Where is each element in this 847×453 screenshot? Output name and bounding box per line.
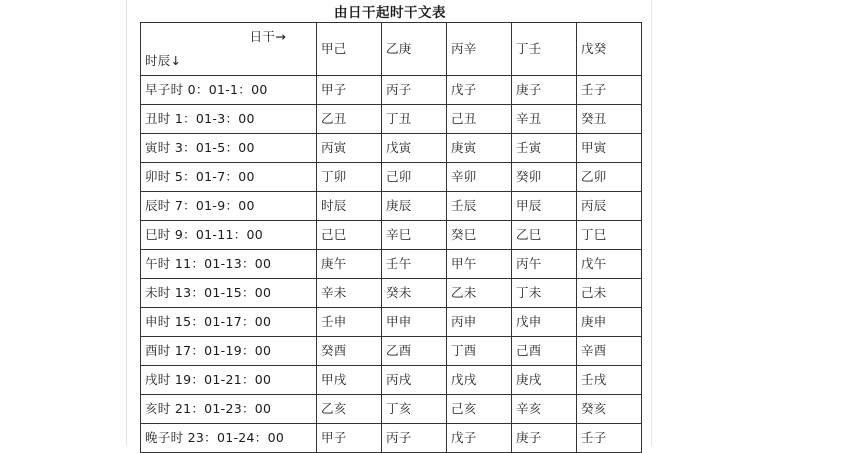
table-row: [141, 424, 642, 453]
day-stem-axis-label: 日干→: [249, 29, 286, 44]
table-cell: 己酉: [512, 337, 577, 366]
table-cell: 丁亥: [382, 395, 447, 424]
page-edge-left: [126, 0, 127, 446]
row-label: 亥时 21：01-23：00: [141, 395, 317, 424]
table-cell: 癸亥: [577, 395, 642, 424]
column-header: 戊癸: [577, 23, 642, 76]
table-cell: 辛未: [317, 279, 382, 308]
table-cell: 戊子: [447, 424, 512, 453]
table-cell: 庚辰: [382, 192, 447, 221]
table-cell: 丙辰: [577, 192, 642, 221]
table-cell: 丁巳: [577, 221, 642, 250]
table-cell: 庚子: [512, 76, 577, 105]
table-cell: 辛丑: [512, 105, 577, 134]
row-label: 卯时 5：01-7：00: [141, 163, 317, 192]
table-cell: 壬午: [382, 250, 447, 279]
corner-cell: [141, 23, 317, 76]
table-row: [141, 279, 642, 308]
hour-axis-label: 时辰↓: [145, 53, 182, 68]
table-cell: 壬子: [577, 76, 642, 105]
table-cell: 乙未: [447, 279, 512, 308]
table-cell: 壬寅: [512, 134, 577, 163]
table-cell: 甲申: [382, 308, 447, 337]
column-header: 丁壬: [512, 23, 577, 76]
table-cell: 甲寅: [577, 134, 642, 163]
table-cell: 己卯: [382, 163, 447, 192]
table-cell: 甲辰: [512, 192, 577, 221]
table-cell: 戊寅: [382, 134, 447, 163]
table-cell: 丙子: [382, 424, 447, 453]
page-edge-right: [651, 0, 652, 446]
table-cell: 庚午: [317, 250, 382, 279]
table-row: [141, 76, 642, 105]
table-cell: 壬辰: [447, 192, 512, 221]
table-row: [141, 337, 642, 366]
table-row: [141, 250, 642, 279]
table-cell: 辛巳: [382, 221, 447, 250]
table-cell: 壬申: [317, 308, 382, 337]
row-label: 辰时 7：01-9：00: [141, 192, 317, 221]
table-cell: 戊子: [447, 76, 512, 105]
table-cell: 乙丑: [317, 105, 382, 134]
table-cell: 乙亥: [317, 395, 382, 424]
table-cell: 庚申: [577, 308, 642, 337]
table-cell: 己亥: [447, 395, 512, 424]
row-label: 未时 13：01-15：00: [141, 279, 317, 308]
row-label: 丑时 1：01-3：00: [141, 105, 317, 134]
table-row: [141, 163, 642, 192]
table-cell: 时辰: [317, 192, 382, 221]
table-cell: 壬戌: [577, 366, 642, 395]
table-cell: 丙戌: [382, 366, 447, 395]
row-label: 巳时 9：01-11：00: [141, 221, 317, 250]
table-cell: 癸未: [382, 279, 447, 308]
table-cell: 癸酉: [317, 337, 382, 366]
row-label: 晚子时 23：01-24：00: [141, 424, 317, 453]
table-cell: 辛酉: [577, 337, 642, 366]
table-cell: 丁酉: [447, 337, 512, 366]
table-cell: 乙巳: [512, 221, 577, 250]
row-label: 早子时 0：01-1：00: [141, 76, 317, 105]
column-header: 乙庚: [382, 23, 447, 76]
table-row: [141, 395, 642, 424]
column-header: 丙辛: [447, 23, 512, 76]
table-row: [141, 308, 642, 337]
column-header: 甲己: [317, 23, 382, 76]
row-label: 戌时 19：01-21：00: [141, 366, 317, 395]
table-cell: 癸卯: [512, 163, 577, 192]
row-label: 申时 15：01-17：00: [141, 308, 317, 337]
table-cell: 甲戌: [317, 366, 382, 395]
table-row: [141, 105, 642, 134]
table-cell: 丙寅: [317, 134, 382, 163]
table-row: [141, 192, 642, 221]
table-cell: 庚子: [512, 424, 577, 453]
table-row: [141, 134, 642, 163]
table-cell: 丙午: [512, 250, 577, 279]
row-label: 午时 11：01-13：00: [141, 250, 317, 279]
table-cell: 壬子: [577, 424, 642, 453]
table-cell: 甲午: [447, 250, 512, 279]
table-cell: 癸巳: [447, 221, 512, 250]
table-cell: 戊午: [577, 250, 642, 279]
table-cell: 戊申: [512, 308, 577, 337]
row-label: 酉时 17：01-19：00: [141, 337, 317, 366]
table-cell: 丁丑: [382, 105, 447, 134]
table-cell: 己巳: [317, 221, 382, 250]
header-row: [141, 23, 642, 76]
table-cell: 庚戌: [512, 366, 577, 395]
table-cell: 己未: [577, 279, 642, 308]
hour-stem-table: [140, 22, 642, 453]
table-row: [141, 221, 642, 250]
table-row: [141, 366, 642, 395]
table-cell: 戊戌: [447, 366, 512, 395]
table-cell: 庚寅: [447, 134, 512, 163]
table-cell: 辛卯: [447, 163, 512, 192]
table-cell: 乙酉: [382, 337, 447, 366]
table-cell: 甲子: [317, 76, 382, 105]
table-cell: 丁未: [512, 279, 577, 308]
table-title: 由日干起时干文表: [334, 5, 446, 21]
table-cell: 丁卯: [317, 163, 382, 192]
table-cell: 癸丑: [577, 105, 642, 134]
table-cell: 丙子: [382, 76, 447, 105]
table-cell: 乙卯: [577, 163, 642, 192]
table-cell: 甲子: [317, 424, 382, 453]
table-cell: 丙申: [447, 308, 512, 337]
table-cell: 辛亥: [512, 395, 577, 424]
row-label: 寅时 3：01-5：00: [141, 134, 317, 163]
table-cell: 己丑: [447, 105, 512, 134]
